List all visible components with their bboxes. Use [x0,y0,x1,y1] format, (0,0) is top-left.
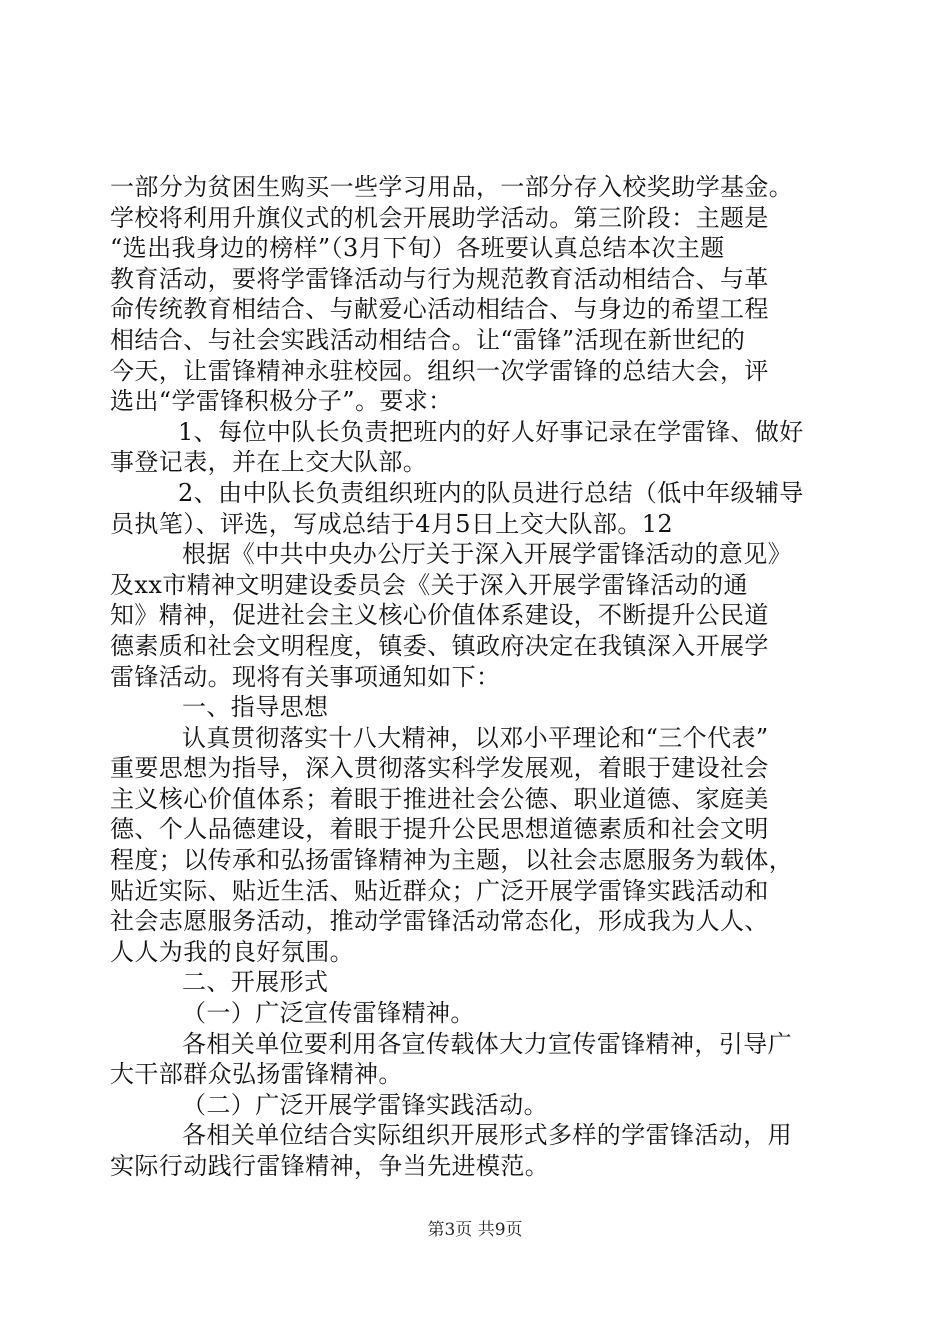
document-body [110,172,850,1182]
text-line: 雷锋活动。现将有关事项通知如下： [110,662,501,691]
text-line: 实际行动践行雷锋精神，争当先进模范。 [110,1152,550,1180]
text-line: 学校将利用升旗仪式的机会开展助学活动。第三阶段：主题是 [110,203,769,232]
text-line: 2、由中队长负责组织班内的队员进行总结（低中年级辅导 [178,478,804,507]
section-heading: 一、指导思想 [182,693,329,722]
text-line: 1、每位中队长负责把班内的好人好事记录在学雷锋、做好 [178,417,804,446]
text-line: 主义核心价值体系；着眼于推进社会公德、职业道德、家庭美 [110,784,769,813]
text-line: 德、个人品德建设，着眼于提升公民思想道德素质和社会文明 [110,815,769,844]
text-line: 人人为我的良好氛围。 [110,937,354,966]
text-line: 知》精神，促进社会主义核心价值体系建设，不断提升公民道 [110,601,769,630]
text-line: 选出“学雷锋积极分子”。要求： [110,387,453,416]
text-line: 命传统教育相结合、与献爱心活动相结合、与身边的希望工程 [110,295,769,324]
section-heading: 二、开展形式 [182,968,329,997]
text-line: 各相关单位结合实际组织开展形式多样的学雷锋活动，用 [182,1121,792,1150]
text-line: 事登记表，并在上交大队部。 [110,448,428,477]
text-line: 贴近实际、贴近生活、贴近群众；广泛开展学雷锋实践活动和 [110,876,769,905]
subsection-heading: （一）广泛宣传雷锋精神。 [182,999,475,1028]
text-line: 认真贯彻落实十八大精神，以邓小平理论和“三个代表” [182,723,769,752]
page-number-footer: 第3页 共9页 [427,1220,523,1240]
text-line: 一部分为贫困生购买一些学习用品，一部分存入校奖助学基金。 [110,173,794,201]
text-line: 德素质和社会文明程度，镇委、镇政府决定在我镇深入开展学 [110,631,769,660]
text-line: 今天，让雷锋精神永驻校园。组织一次学雷锋的总结大会，评 [110,356,769,385]
subsection-heading: （二）广泛开展学雷锋实践活动。 [182,1090,548,1119]
text-line: 社会志愿服务活动，推动学雷锋活动常态化，形成我为人人、 [110,907,769,936]
text-line: 大干部群众弘扬雷锋精神。 [110,1060,403,1089]
text-line: 员执笔）、评选，写成总结于4月5日上交大队部。12 [110,509,674,538]
text-line: 及xx市精神文明建设委员会《关于深入开展学雷锋活动的通 [110,570,748,599]
text-line: 重要思想为指导，深入贯彻落实科学发展观，着眼于建设社会 [110,754,769,783]
text-line: 各相关单位要利用各宣传载体大力宣传雷锋精神，引导广 [182,1029,792,1058]
text-line: “选出我身边的榜样”（3月下旬）各班要认真总结本次主题 [110,234,725,263]
text-line: 教育活动，要将学雷锋活动与行为规范教育活动相结合、与革 [110,264,769,293]
text-line: 程度；以传承和弘扬雷锋精神为主题，以社会志愿服务为载体， [110,846,794,875]
text-line: 根据《中共中央办公厅关于深入开展学雷锋活动的意见》 [182,540,792,569]
text-line: 相结合、与社会实践活动相结合。让“雷锋”活现在新世纪的 [110,325,746,354]
